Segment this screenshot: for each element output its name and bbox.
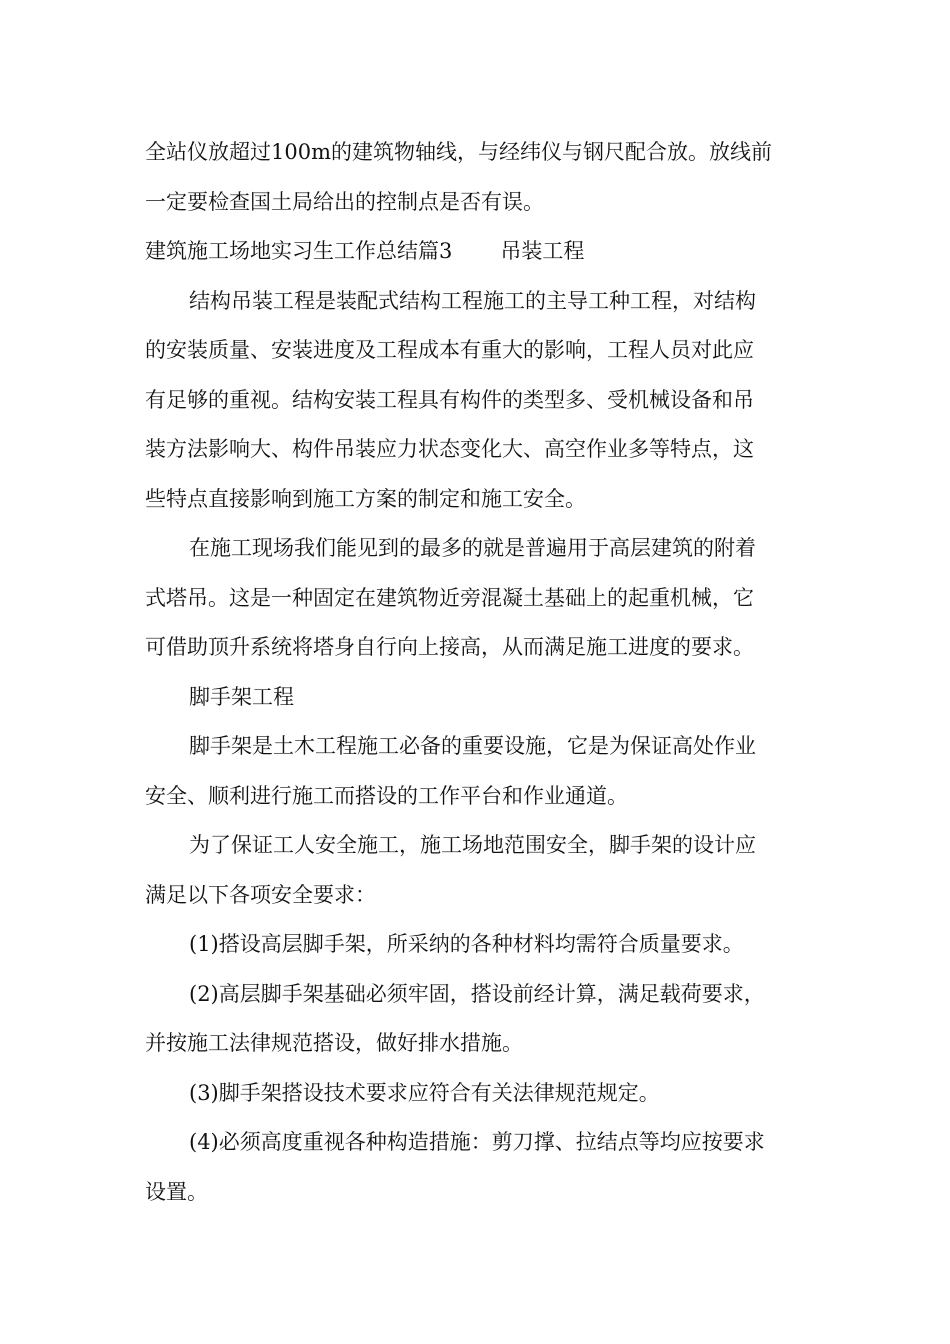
paragraph-line: 脚手架是土木工程施工必备的重要设施，它是为保证高处作业 bbox=[189, 734, 756, 758]
paragraph-line: 的安装质量、安装进度及工程成本有重大的影响，工程人员对此应 bbox=[145, 338, 754, 362]
paragraph-line: 结构吊装工程是装配式结构工程施工的主导工种工程，对结构 bbox=[189, 288, 756, 313]
list-item: (2)高层脚手架基础必须牢固，搭设前经计算，满足载荷要求， bbox=[189, 981, 765, 1006]
paragraph-line: 式塔吊。这是一种固定在建筑物近旁混凝土基础上的起重机械，它 bbox=[145, 585, 754, 610]
list-item: (1)搭设高层脚手架，所采纳的各种材料均需符合质量要求。 bbox=[189, 932, 744, 956]
section-heading-subtitle: 吊装工程 bbox=[500, 239, 585, 263]
paragraph-line: 装方法影响大、构件吊装应力状态变化大、高空作业多等特点，这 bbox=[145, 437, 754, 461]
paragraph-line: 有足够的重视。结构安装工程具有构件的类型多、受机械设备和吊 bbox=[145, 387, 754, 412]
subsection-heading: 脚手架工程 bbox=[189, 684, 294, 709]
paragraph-line: 一定要检查国土局给出的控制点是否有误。 bbox=[145, 189, 544, 214]
paragraph-line: 在施工现场我们能见到的最多的就是普遍用于高层建筑的附着 bbox=[189, 536, 756, 560]
section-heading bbox=[145, 227, 807, 277]
list-item: (3)脚手架搭设技术要求应符合有关法律规范规定。 bbox=[189, 1080, 660, 1105]
document-body bbox=[145, 128, 807, 1217]
section-heading-title: 建筑施工场地实习生工作总结篇3 bbox=[145, 239, 453, 263]
list-item: (4)必须高度重视各种构造措施：剪刀撑、拉结点等均应按要求 bbox=[189, 1130, 765, 1154]
paragraph-line: 全站仪放超过100m的建筑物轴线，与经纬仪与钢尺配合放。放线前 bbox=[145, 140, 772, 164]
paragraph-line: 些特点直接影响到施工方案的制定和施工安全。 bbox=[145, 486, 586, 511]
paragraph-line: 设置。 bbox=[145, 1179, 208, 1204]
paragraph-line: 安全、顺利进行施工而搭设的工作平台和作业通道。 bbox=[145, 783, 628, 808]
paragraph-line: 满足以下各项安全要求： bbox=[145, 882, 376, 907]
paragraph-line: 并按施工法律规范搭设，做好排水措施。 bbox=[145, 1031, 523, 1055]
paragraph-line: 可借助顶升系统将塔身自行向上接高，从而满足施工进度的要求。 bbox=[145, 635, 754, 659]
paragraph-line: 为了保证工人安全施工，施工场地范围安全，脚手架的设计应 bbox=[189, 833, 756, 857]
